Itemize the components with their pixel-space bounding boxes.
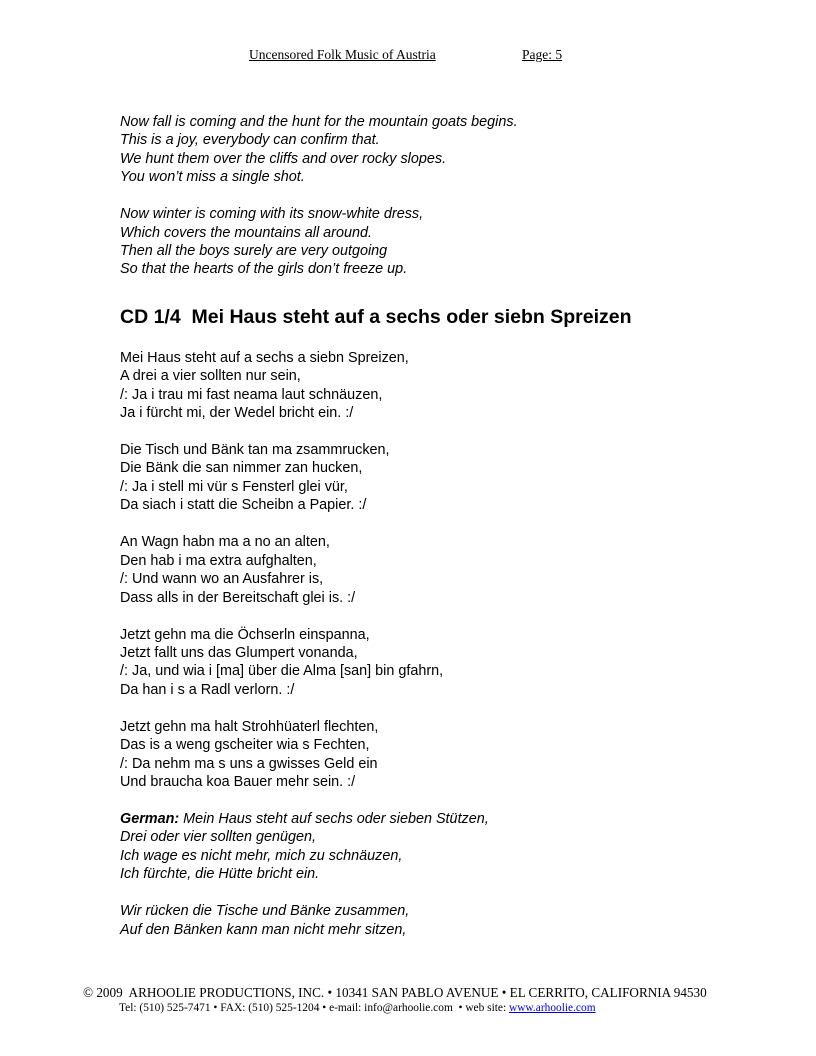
verse-line bbox=[120, 810, 760, 828]
intro-stanza bbox=[120, 205, 760, 279]
verse-line: /: Und wann wo an Ausfahrer is, bbox=[120, 571, 324, 588]
verse-line: Und braucha koa Bauer mehr sein. :/ bbox=[120, 773, 356, 790]
verse-line: Ich wage es nicht mehr, mich zu schnäuzen, bbox=[120, 847, 403, 864]
copyright-line: © 2009 ARHOOLIE PRODUCTIONS, INC. • 10341 SAN PABLO AVENUE • EL CERRITO, CALIFORNIA 94530 bbox=[83, 985, 707, 1000]
verse-line: We hunt them over the cliffs and over rocky slopes. bbox=[120, 150, 447, 167]
page-content bbox=[120, 113, 760, 958]
german-translation-stanza bbox=[120, 902, 760, 939]
verse-line: An Wagn habn ma a no an alten, bbox=[120, 534, 330, 551]
verse-line: Ich fürchte, die Hütte bricht ein. bbox=[120, 866, 320, 883]
verse-line: Then all the boys surely are very outgoing bbox=[120, 243, 388, 260]
lyrics-stanza bbox=[120, 349, 760, 423]
song-heading: CD 1/4 Mei Haus steht auf a sechs oder siebn Spreizen bbox=[120, 305, 632, 328]
verse-line: Now fall is coming and the hunt for the mountain goats begins. bbox=[120, 114, 518, 130]
verse-line: Da han i s a Radl verlorn. :/ bbox=[120, 681, 295, 698]
verse-line: Jetzt gehn ma halt Strohhüaterl flechten, bbox=[120, 718, 379, 735]
verse-line: Dass alls in der Bereitschaft glei is. :/ bbox=[120, 589, 356, 606]
verse-line: This is a joy, everybody can confirm that. bbox=[120, 132, 380, 149]
lyrics-stanza bbox=[120, 533, 760, 607]
verse-line: /: Ja, und wia i [ma] über die Alma [san] bin gfahrn, bbox=[120, 663, 444, 680]
website-link[interactable]: www.arhoolie.com bbox=[508, 1002, 596, 1014]
lyrics-stanza bbox=[120, 718, 760, 792]
verse-line: Which covers the mountains all around. bbox=[120, 224, 372, 241]
document-title: Uncensored Folk Music of Austria bbox=[249, 47, 436, 62]
verse-line: Auf den Bänken kann man nicht mehr sitzen, bbox=[120, 921, 407, 938]
verse-line: /: Ja i stell mi vür s Fensterl glei vür, bbox=[120, 478, 348, 495]
lyrics-stanza bbox=[120, 441, 760, 515]
verse-text: Mein Haus steht auf sechs oder sieben Stützen, bbox=[179, 810, 489, 827]
contact-info: Tel: (510) 525-7471 • FAX: (510) 525-1204 • e-mail: info@arhoolie.com • web site: bbox=[119, 1002, 509, 1014]
verse-line: A drei a vier sollten nur sein, bbox=[120, 368, 301, 385]
german-translation-stanza bbox=[120, 810, 760, 884]
verse-line: Now winter is coming with its snow-white dress, bbox=[120, 206, 424, 223]
verse-line: Da siach i statt die Scheibn a Papier. :/ bbox=[120, 497, 367, 514]
german-label: German: bbox=[120, 810, 180, 827]
page-header bbox=[0, 47, 816, 67]
verse-line: Drei oder vier sollten genügen, bbox=[120, 829, 316, 846]
lyrics-stanza bbox=[120, 626, 760, 700]
verse-line: Den hab i ma extra aufghalten, bbox=[120, 552, 317, 569]
intro-stanza bbox=[120, 113, 760, 187]
verse-line: Jetzt fallt uns das Glumpert vonanda, bbox=[120, 644, 358, 661]
verse-line: Die Bänk die san nimmer zan hucken, bbox=[120, 460, 363, 477]
verse-line: Jetzt gehn ma die Öchserln einspanna, bbox=[120, 626, 370, 643]
verse-line: Ja i fürcht mi, der Wedel bricht ein. :/ bbox=[120, 405, 354, 422]
verse-line: /: Ja i trau mi fast neama laut schnäuzen, bbox=[120, 386, 383, 403]
verse-line: Die Tisch und Bänk tan ma zsammrucken, bbox=[120, 442, 390, 459]
page-number: Page: 5 bbox=[522, 47, 563, 62]
verse-line: /: Da nehm ma s uns a gwisses Geld ein bbox=[120, 755, 378, 772]
contact-line bbox=[119, 1002, 596, 1014]
verse-line: Wir rücken die Tische und Bänke zusammen, bbox=[120, 903, 410, 920]
verse-line: Das is a weng gscheiter wia s Fechten, bbox=[120, 737, 370, 754]
verse-line: Mei Haus steht auf a sechs a siebn Spreizen, bbox=[120, 349, 409, 366]
verse-line: You won’t miss a single shot. bbox=[120, 169, 305, 186]
verse-line: So that the hearts of the girls don’t freeze up. bbox=[120, 261, 408, 278]
